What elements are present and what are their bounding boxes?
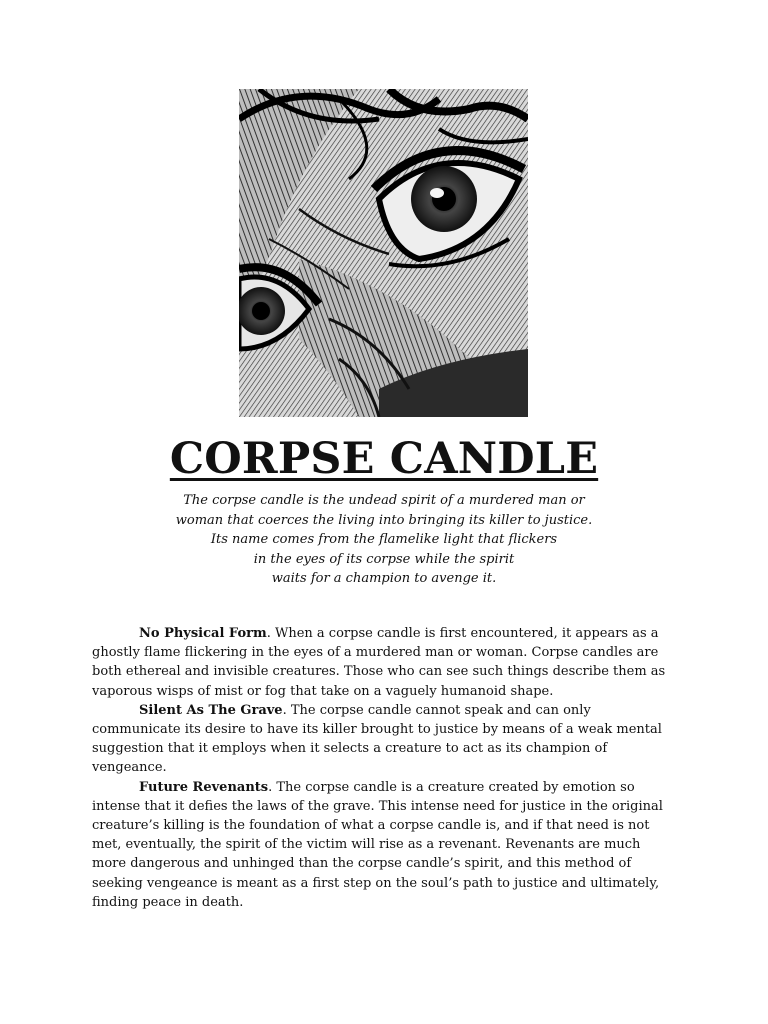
intro-line: woman that coerces the living into bringing its killer to justice. bbox=[175, 512, 593, 528]
intro-blurb bbox=[100, 491, 668, 589]
section-no-physical-form bbox=[92, 624, 674, 701]
corpse-eyes-illustration bbox=[239, 89, 528, 417]
body-text bbox=[92, 624, 674, 912]
intro-line: The corpse candle is the undead spirit of a murdered man or bbox=[183, 493, 585, 508]
section-heading: Silent As The Grave bbox=[139, 702, 283, 718]
section-heading: No Physical Form bbox=[139, 626, 267, 641]
section-heading: Future Revenants bbox=[139, 779, 269, 795]
page-title: CORPSE CANDLE bbox=[169, 434, 599, 484]
section-text: . When a corpse candle is first encountered, it appears as a ghostly flame flickering in the eyes of a murdered man or woman. Corpse candles are both ethereal and invisible creatures. Those who can see such things describe them as vaporous wisps of mist or fog that take on a vaguely humanoid shape. bbox=[92, 626, 666, 699]
eyes-drawing bbox=[239, 89, 528, 417]
section-silent-as-the-grave bbox=[92, 701, 674, 778]
intro-line: waits for a champion to avenge it. bbox=[271, 571, 497, 586]
section-text: . The corpse candle cannot speak and can only communicate its desire to have its killer brought to justice by means of a weak mental suggestion that it employs when it selects a creature to act as its champion of vengeance. bbox=[92, 702, 662, 776]
intro-line: in the eyes of its corpse while the spirit bbox=[253, 551, 515, 567]
intro-line: Its name comes from the flamelike light that flickers bbox=[210, 532, 558, 547]
section-text: . The corpse candle is a creature created by emotion so intense that it defies the laws of the grave. This intense need for justice in the original creature’s killing is the foundation of what a corpse candle is, and if that need is not met, eventually, the spirit of the victim will rise as a revenant. Revenants are much more dangerous and unhinged than the corpse candle’s spirit, and this method of seeking vengeance is meant as a first step on the soul’s path to justice and ultimately, finding peace in death. bbox=[92, 779, 663, 910]
section-future-revenants bbox=[92, 778, 674, 912]
